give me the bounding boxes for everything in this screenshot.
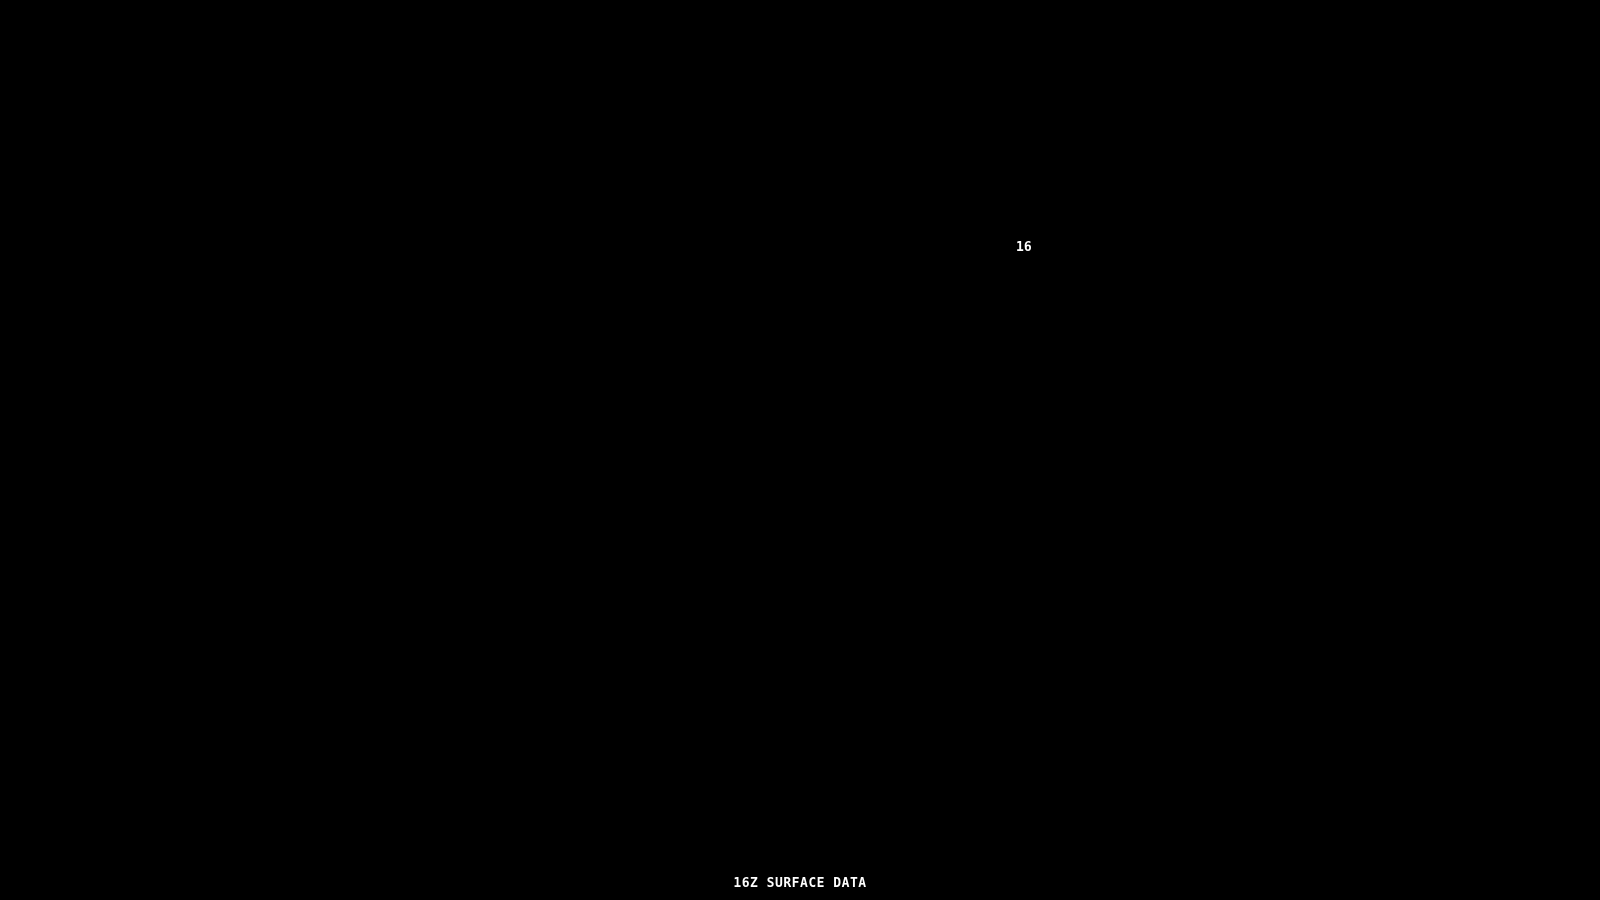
station-plot-value: 16: [1016, 240, 1032, 255]
product-title-label: 16Z SURFACE DATA: [733, 876, 867, 891]
